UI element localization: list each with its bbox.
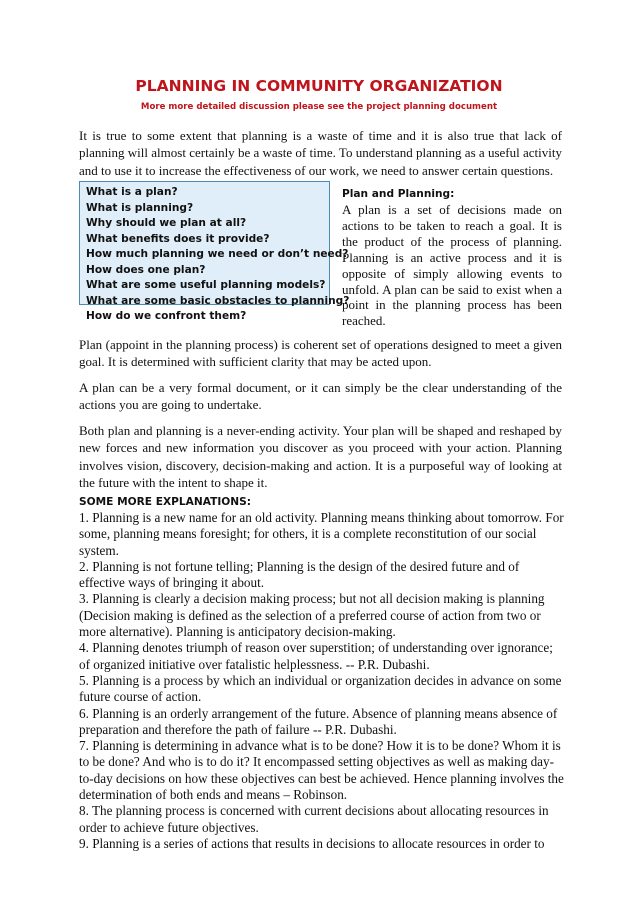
questions-list [86, 185, 350, 325]
question-item: What are some useful planning models? [86, 279, 326, 291]
explanation-item: 5. Planning is a process by which an individual or organization decides in advance on some future course of action. [79, 672, 562, 705]
question-item: What benefits does it provide? [86, 232, 270, 245]
paragraph: Both plan and planning is a never-ending activity. Your plan will be shaped and reshaped by new forces and new information you discover as you proceed with your action. Planning involves vision, discovery, decision-making and action. It is a purposeful way of looking at the future with the intent to shape it. [79, 423, 562, 490]
paragraph: Plan (appoint in the planning process) is coherent set of operations designed to meet a given goal. It is determined with sufficient clarity that may be acted upon. [79, 337, 562, 370]
question-item: How do we confront them? [86, 310, 247, 322]
question-item: What is a plan? [86, 186, 178, 198]
explanation-item: 9. Planning is a series of actions that results in decisions to allocate resources in order to [79, 835, 545, 851]
question-item: What is planning? [86, 201, 194, 214]
explanation-item: 6. Planning is an orderly arrangement of the future. Absence of planning means absence of preparation and therefore the path of failure -- P.R. Dubashi. [79, 705, 558, 737]
explanation-item: 8. The planning process is concerned with current decisions about allocating resources in order to achieve future objectives. [79, 803, 549, 835]
page-title: PLANNING IN COMMUNITY ORGANIZATION [135, 77, 503, 95]
explanation-item: 2. Planning is not fortune telling; Planning is the design of the desired future and of effective ways of bringing it about. [79, 558, 520, 591]
intro-paragraph: It is true to some extent that planning is a waste of time and it is also true that lack of planning will almost certainly be a waste of time. To understand planning as a useful activity and to use it to increase the effectiveness of our work, we need to answer certain questions. [79, 128, 562, 178]
paragraph: A plan can be a very formal document, or it can simply be the clear understanding of the actions you are going to undertake. [79, 380, 562, 413]
page-subtitle: More more detailed discussion please see the project planning document [140, 102, 498, 112]
explanation-item: 3. Planning is clearly a decision making process; but not all decision making is planning (Decision making is defined as the selection of a preferred course of action from two or more alternative). Planning is anticipatory decision-making. [79, 591, 545, 640]
explanation-item: 7. Planning is determining in advance what is to be done? How it is to be done? Whom it is to be done? And who is to do it? It encompassed setting objectives as well as making day-to-day decisions on how these objectives can best be achieved. Hence planning involves the determination of both ends and means – Robinson. [79, 738, 564, 803]
plan-and-planning-heading: Plan and Planning: [342, 188, 455, 200]
plan-and-planning-text: A plan is a set of decisions made on actions to be taken to reach a goal. It is the product of the process of planning. Planning is an active process and it is opposite of simply allowing events to unfold. A plan can be said to exist when a point in the planning process has been reached. [342, 202, 562, 329]
explanation-item: 1. Planning is a new name for an old activity. Planning means thinking about tomorrow. For some, planning means foresight; for others, it is a complete reconstitution of our social system. [79, 510, 564, 558]
explanations-list [79, 510, 564, 852]
question-item: Why should we plan at all? [86, 217, 247, 229]
question-item: How does one plan? [86, 263, 206, 276]
question-item: How much planning we need or don’t need? [86, 248, 349, 260]
explanations-heading: SOME MORE EXPLANATIONS: [79, 496, 251, 508]
question-item: What are some basic obstacles to planning? [86, 294, 350, 307]
questions-box [79, 181, 350, 322]
explanation-item: 4. Planning denotes triumph of reason over superstition; of understanding over ignorance; of organized initiative over fatalistic helplessness. -- P.R. Dubashi. [79, 640, 553, 672]
